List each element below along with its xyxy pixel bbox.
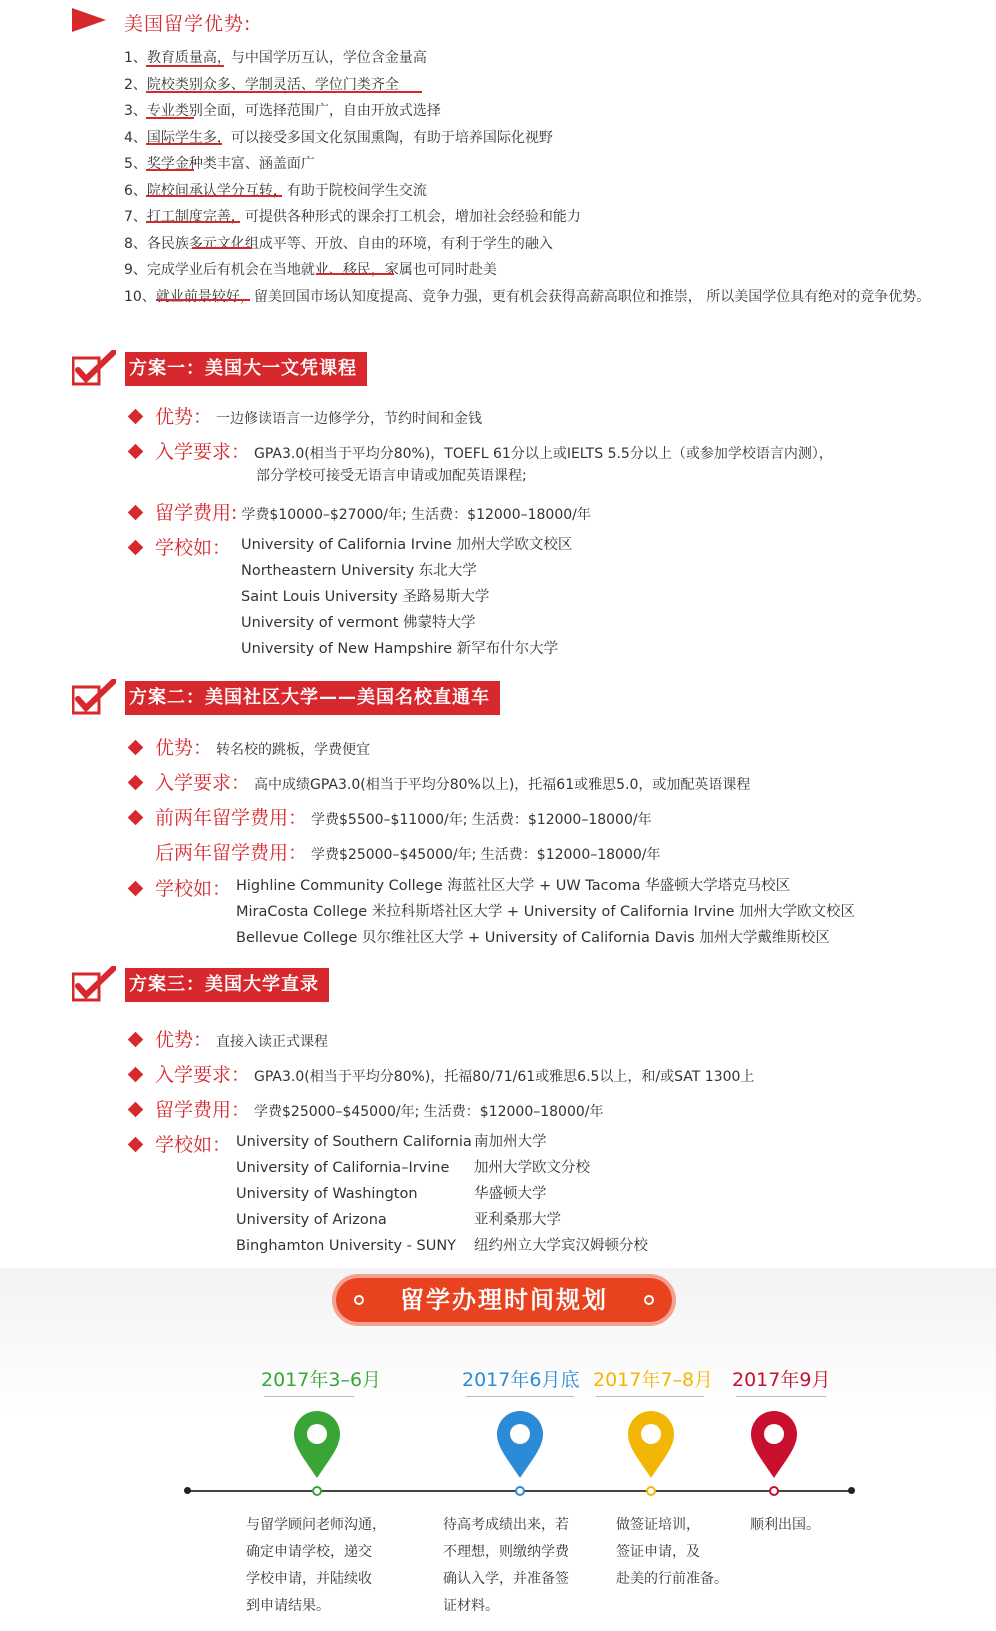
diamond-icon — [128, 810, 144, 826]
diamond-icon — [128, 775, 144, 791]
divider — [466, 1396, 574, 1397]
list-item: 纽约州立大学宾汉姆顿分校 — [474, 1238, 648, 1254]
location-pin-icon — [626, 1410, 676, 1480]
list-item: University of California Irvine 加州大学欧文校区 — [241, 537, 573, 553]
check-icon — [72, 350, 116, 388]
plan3-schools-label: 学校如： — [130, 1130, 235, 1157]
plan3-advantage: 优势： 直接入读正式课程 — [130, 1025, 328, 1052]
list-item: 5、奖学金种类丰富、涵盖面广 — [124, 156, 315, 172]
underline — [316, 273, 394, 275]
list-item: 6、院校间承认学分互转，有助于院校间学生交流 — [124, 182, 427, 199]
plan1-requirement-2: 部分学校可接受无语言申请或加配英语课程; — [256, 468, 527, 484]
advantages-list — [124, 45, 944, 310]
plan2-schools-label: 学校如： — [130, 874, 235, 901]
plan2-fee-first: 前两年留学费用： 学费$5500–$11000/年; 生活费：$12000–18000/年 — [130, 803, 652, 830]
list-item: Saint Louis University 圣路易斯大学 — [241, 589, 490, 605]
list-item: 加州大学欧文分校 — [474, 1160, 590, 1176]
dot-icon — [354, 1295, 364, 1305]
section-title-plan1: 方案一：美国大一文凭课程 — [125, 352, 367, 386]
list-item: University of Washington — [236, 1186, 418, 1202]
plan1-school-list — [241, 532, 572, 662]
plan1-requirement: 入学要求： GPA3.0(相当于平均分80%)，TOEFL 61分以上或IELTS 5.5分以上（或参加学校语言内测）， — [130, 437, 833, 464]
section-title-plan3: 方案三：美国大学直录 — [125, 968, 329, 1002]
list-item: 南加州大学 — [474, 1134, 547, 1150]
underline — [146, 143, 222, 145]
underline — [146, 65, 224, 67]
diamond-icon — [128, 1102, 144, 1118]
axis-endpoint — [184, 1487, 191, 1494]
timeline-description: 待高考成绩出来，若 不理想，则缴纳学费 确认入学，并准备签 证材料。 — [443, 1517, 569, 1614]
list-item: University of California–Irvine — [236, 1160, 450, 1176]
location-pin-icon — [292, 1410, 342, 1480]
list-item: 7、打工制度完善，可提供各种形式的课余打工机会，增加社会经验和能力 — [124, 209, 581, 225]
timeline-description: 做签证培训， 签证申请，及 赴美的行前准备。 — [616, 1517, 728, 1587]
underline — [156, 299, 250, 301]
plan2-requirement: 入学要求： 高中成绩GPA3.0(相当于平均分80%以上)，托福61或雅思5.0，或加配英语课程 — [130, 768, 750, 795]
section-title-plan2: 方案二：美国社区大学——美国名校直通车 — [125, 681, 500, 715]
underline — [146, 195, 282, 197]
plan3-fee: 留学费用： 学费$25000–$45000/年; 生活费：$12000–18000/年 — [130, 1095, 603, 1122]
diamond-icon — [128, 881, 144, 897]
list-item: Binghamton University - SUNY — [236, 1238, 457, 1254]
dot-icon — [644, 1295, 654, 1305]
divider — [264, 1396, 354, 1397]
list-item: University of vermont 佛蒙特大学 — [241, 615, 476, 631]
diamond-icon — [128, 540, 144, 556]
diamond-icon — [128, 1067, 144, 1083]
check-icon — [72, 679, 116, 717]
diamond-icon — [128, 1032, 144, 1048]
diamond-icon — [128, 409, 144, 425]
list-item: 亚利桑那大学 — [474, 1212, 561, 1228]
plan2-school-list — [236, 873, 855, 951]
timeline-date: 2017年3–6月 — [261, 1369, 382, 1391]
timeline-node — [312, 1486, 322, 1496]
list-item: Bellevue College 贝尔维社区大学 + University of California Davis 加州大学戴维斯校区 — [236, 930, 830, 946]
list-item: University of Arizona — [236, 1212, 387, 1228]
list-item: 1、教育质量高，与中国学历互认，学位含金量高 — [124, 50, 427, 66]
timeline-date: 2017年7–8月 — [593, 1369, 714, 1391]
divider — [736, 1396, 826, 1397]
underline — [192, 247, 252, 249]
timeline-node — [515, 1486, 525, 1496]
underline — [146, 117, 194, 119]
advantages-title: 美国留学优势: — [124, 13, 252, 35]
list-item: 10、就业前景较好，留美回国市场认知度提高、竞争力强，更有机会获得高薪高职位和推崇， 所以美国学位具有绝对的竞争优势。 — [124, 288, 931, 305]
timeline-node — [769, 1486, 779, 1496]
plan3-school-list-en — [236, 1129, 472, 1259]
list-item: Highline Community College 海蓝社区大学 + UW Tacoma 华盛顿大学塔克马校区 — [236, 878, 791, 894]
plan3-requirement: 入学要求： GPA3.0(相当于平均分80%)，托福80/71/61或雅思6.5以上，和/或SAT 1300上 — [130, 1060, 754, 1087]
plan3-school-list-cn — [474, 1129, 648, 1259]
plan2-fee-last: 后两年留学费用： 学费$25000–$45000/年; 生活费：$12000–18000/年 — [155, 842, 661, 864]
plan1-advantage: 优势： 一边修读语言一边修学分，节约时间和金钱 — [130, 402, 482, 429]
plan2-advantage: 优势： 转名校的跳板，学费便宜 — [130, 733, 370, 760]
list-item: University of Southern California — [236, 1134, 472, 1150]
diamond-icon — [128, 1137, 144, 1153]
list-item: MiraCosta College 米拉科斯塔社区大学 + University of California Irvine 加州大学欧文校区 — [236, 904, 856, 920]
timeline-description: 顺利出国。 — [750, 1517, 820, 1533]
divider — [596, 1396, 704, 1397]
list-item: 华盛顿大学 — [474, 1186, 547, 1202]
timeline-date: 2017年6月底 — [462, 1369, 580, 1391]
timeline-description: 与留学顾问老师沟通， 确定申请学校，递交 学校申请，并陆续收 到申请结果。 — [246, 1517, 386, 1614]
list-item: 3、专业类别全面，可选择范围广，自由开放式选择 — [124, 103, 441, 119]
timeline-date: 2017年9月 — [732, 1369, 831, 1391]
plan1-schools-label: 学校如： — [130, 533, 235, 560]
underline — [146, 91, 422, 93]
list-item: University of New Hampshire 新罕布什尔大学 — [241, 641, 559, 657]
axis-endpoint — [848, 1487, 855, 1494]
diamond-icon — [128, 444, 144, 460]
location-pin-icon — [749, 1410, 799, 1480]
location-pin-icon — [495, 1410, 545, 1480]
timeline-node — [646, 1486, 656, 1496]
list-item: Northeastern University 东北大学 — [241, 563, 477, 579]
plan1-fee: 留学费用: 学费$10000–$27000/年; 生活费：$12000–18000/年 — [130, 498, 591, 525]
list-item: 4、国际学生多，可以接受多国文化氛围熏陶，有助于培养国际化视野 — [124, 129, 553, 146]
arrow-icon — [72, 8, 106, 32]
list-item: 8、各民族多元文化组成平等、开放、自由的环境，有利于学生的融入 — [124, 235, 553, 252]
diamond-icon — [128, 505, 144, 521]
timeline-title: 留学办理时间规划 — [336, 1278, 672, 1322]
diamond-icon — [128, 740, 144, 756]
underline — [146, 221, 240, 223]
check-icon — [72, 966, 116, 1004]
underline — [146, 169, 194, 171]
list-item: 9、完成学业后有机会在当地就业、移民，家属也可同时赴美 — [124, 262, 497, 278]
list-item: 2、院校类别众多、学制灵活、学位门类齐全 — [124, 76, 399, 93]
